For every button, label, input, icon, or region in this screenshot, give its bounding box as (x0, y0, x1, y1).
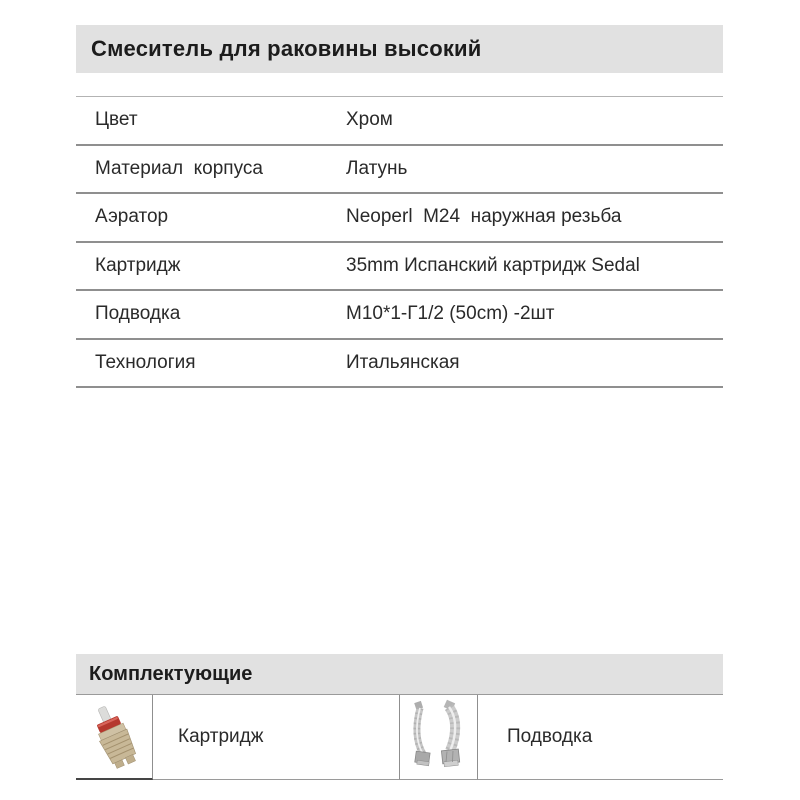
spec-row-aerator (76, 194, 723, 243)
product-title-bar (76, 25, 723, 73)
spec-row-technology (76, 340, 723, 389)
accessory-cartridge-cell (153, 695, 400, 780)
spec-label: Цвет (95, 109, 138, 131)
spec-row-color (76, 97, 723, 146)
cartridge-image-cell (76, 695, 153, 780)
spec-value: Итальянская (346, 351, 460, 373)
spec-value: Латунь (346, 157, 408, 179)
accessories-title: Комплектующие (89, 662, 253, 685)
accessory-label: Подводка (507, 726, 593, 747)
accessories-table (76, 694, 723, 780)
spec-label: Технология (95, 351, 196, 373)
spec-value: Хром (346, 109, 393, 131)
spec-value: 35mm Испанский картридж Sedal (346, 254, 640, 276)
cartridge-image (82, 699, 146, 775)
spec-label: Картридж (95, 254, 181, 276)
spec-value: М10*1-Г1/2 (50cm) -2шт (346, 303, 555, 325)
hoses-image (403, 699, 475, 775)
page-title: Смеситель для раковины высокий (91, 36, 482, 61)
hoses-image-cell (400, 695, 478, 780)
accessory-label: Картридж (178, 726, 264, 747)
spec-row-hose (76, 291, 723, 340)
spec-table (76, 96, 723, 388)
accessories-title-bar (76, 654, 723, 694)
spec-value: Neoperl M24 наружная резьба (346, 206, 622, 228)
accessory-hose-cell (478, 695, 723, 780)
spec-label: Подводка (95, 303, 181, 325)
spec-row-cartridge (76, 243, 723, 292)
spec-label: Материал корпуса (95, 157, 263, 179)
spec-row-body-material (76, 146, 723, 195)
spec-label: Аэратор (95, 206, 169, 228)
